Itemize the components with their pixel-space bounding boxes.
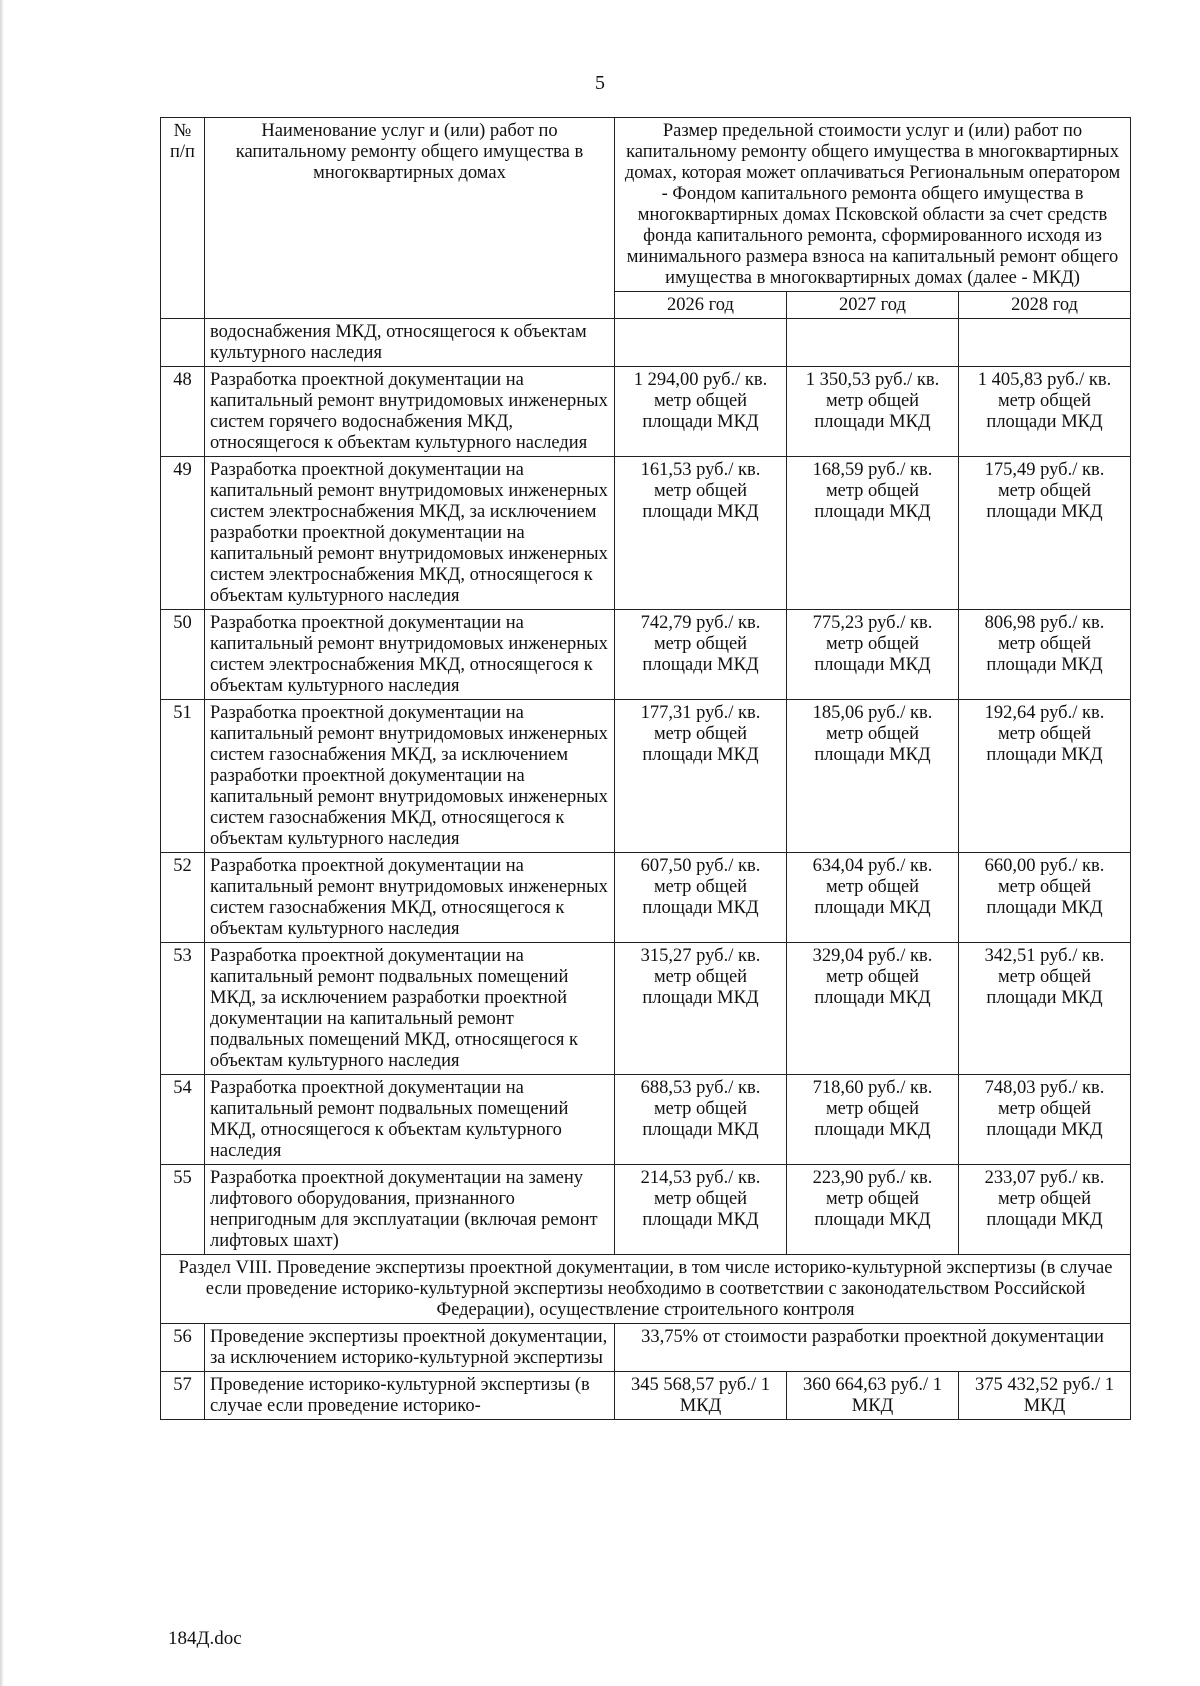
row-num (161, 319, 205, 367)
row-num: 55 (161, 1165, 205, 1255)
row-name: Разработка проектной документации на капитальный ремонт внутридомовых инженерных систем газоснабжения МКД, за исключением разработки проектной документации на капитальный ремонт внутридомовых инженерных систем газоснабжения МКД, относящегося к объектам культурного наследия (205, 700, 615, 853)
row-name: Разработка проектной документации на капитальный ремонт внутридомовых инженерных систем газоснабжения МКД, относящегося к объектам культурного наследия (205, 853, 615, 943)
row-num: 53 (161, 943, 205, 1075)
row-price-2027: 718,60 руб./ кв. метр общей площади МКД (787, 1075, 959, 1165)
row-price-2027: 185,06 руб./ кв. метр общей площади МКД (787, 700, 959, 853)
table-row (161, 1324, 1131, 1372)
row-price-2027: 168,59 руб./ кв. метр общей площади МКД (787, 457, 959, 610)
row-name: Разработка проектной документации на замену лифтового оборудования, признанного непригодным для эксплуатации (включая ремонт лифтовых шахт) (205, 1165, 615, 1255)
row-price-2028: 342,51 руб./ кв. метр общей площади МКД (959, 943, 1131, 1075)
row-price-2028: 233,07 руб./ кв. метр общей площади МКД (959, 1165, 1131, 1255)
row-num: 52 (161, 853, 205, 943)
page-number: 5 (595, 72, 605, 94)
row-price-2027: 360 664,63 руб./ 1 МКД (787, 1372, 959, 1420)
row-price-2027: 1 350,53 руб./ кв. метр общей площади МКД (787, 367, 959, 457)
row-price-2027: 223,90 руб./ кв. метр общей площади МКД (787, 1165, 959, 1255)
row-price-2028: 660,00 руб./ кв. метр общей площади МКД (959, 853, 1131, 943)
row-price-2028: 175,49 руб./ кв. метр общей площади МКД (959, 457, 1131, 610)
table-row (161, 943, 1131, 1075)
table-row (161, 457, 1131, 610)
table-row-continuation (161, 319, 1131, 367)
row-price-2028: 192,64 руб./ кв. метр общей площади МКД (959, 700, 1131, 853)
row-price-2028: 748,03 руб./ кв. метр общей площади МКД (959, 1075, 1131, 1165)
row-name: Проведение экспертизы проектной документации, за исключением историко-культурной экспертизы (205, 1324, 615, 1372)
row-name: Разработка проектной документации на капитальный ремонт внутридомовых инженерных систем горячего водоснабжения МКД, относящегося к объектам культурного наследия (205, 367, 615, 457)
table-row (161, 1165, 1131, 1255)
row-price-2026: 607,50 руб./ кв. метр общей площади МКД (615, 853, 787, 943)
row-name: Разработка проектной документации на капитальный ремонт внутридомовых инженерных систем электроснабжения МКД, за исключением разработки проектной документации на капитальный ремонт внутридомовых инженерных систем электроснабжения МКД, относящегося к объектам культурного наследия (205, 457, 615, 610)
row-name: Проведение историко-культурной экспертизы (в случае если проведение историко- (205, 1372, 615, 1420)
row-name: Разработка проектной документации на капитальный ремонт подвальных помещений МКД, за исключением разработки проектной документации на капитальный ремонт подвальных помещений МКД, относящегося к объектам культурного наследия (205, 943, 615, 1075)
row-num: 54 (161, 1075, 205, 1165)
cost-table (160, 117, 1131, 1420)
row-price-2028: 1 405,83 руб./ кв. метр общей площади МКД (959, 367, 1131, 457)
row-num: 48 (161, 367, 205, 457)
section-heading-row (161, 1255, 1131, 1324)
table-row (161, 367, 1131, 457)
header-price: Размер предельной стоимости услуг и (или) работ по капитальному ремонту общего имущества в многоквартирных домах, которая может оплачиваться Региональным оператором - Фондом капитального ремонта общего имущества в многоквартирных домах Псковской области за счет средств фонда капитального ремонта, сформированного исходя из минимального размера взноса на капитальный ремонт общего имущества в многоквартирных домах (далее - МКД) (615, 118, 1131, 292)
table-row (161, 1075, 1131, 1165)
scan-edge (0, 0, 4, 1686)
row-price-2027: 329,04 руб./ кв. метр общей площади МКД (787, 943, 959, 1075)
row-price-2026: 345 568,57 руб./ 1 МКД (615, 1372, 787, 1420)
row-price-2028: 806,98 руб./ кв. метр общей площади МКД (959, 610, 1131, 700)
footer-filename: 184Д.doc (168, 1628, 242, 1649)
row-price-2026: 315,27 руб./ кв. метр общей площади МКД (615, 943, 787, 1075)
row-price-2026: 742,79 руб./ кв. метр общей площади МКД (615, 610, 787, 700)
section-viii-heading: Раздел VIII. Проведение экспертизы проектной документации, в том числе историко-культурной экспертизы (в случае если проведение историко-культурной экспертизы необходимо в соответствии с законодательством Российской Федерации), осуществление строительного контроля (161, 1255, 1131, 1324)
row-price-2027: 634,04 руб./ кв. метр общей площади МКД (787, 853, 959, 943)
row-price-2026: 161,53 руб./ кв. метр общей площади МКД (615, 457, 787, 610)
row-price-2026: 214,53 руб./ кв. метр общей площади МКД (615, 1165, 787, 1255)
header-name: Наименование услуг и (или) работ по капитальному ремонту общего имущества в многоквартирных домах (205, 118, 615, 319)
header-num: № п/п (161, 118, 205, 319)
row-num: 56 (161, 1324, 205, 1372)
row-num: 57 (161, 1372, 205, 1420)
row-num: 49 (161, 457, 205, 610)
table-header-row (161, 118, 1131, 292)
header-year-2026: 2026 год (615, 292, 787, 319)
row-num: 50 (161, 610, 205, 700)
row-price-merged: 33,75% от стоимости разработки проектной документации (615, 1324, 1131, 1372)
row-price-2028: 375 432,52 руб./ 1 МКД (959, 1372, 1131, 1420)
table-row (161, 700, 1131, 853)
row-name: Разработка проектной документации на капитальный ремонт подвальных помещений МКД, относящегося к объектам культурного наследия (205, 1075, 615, 1165)
row-name: водоснабжения МКД, относящегося к объектам культурного наследия (205, 319, 615, 367)
table-row (161, 853, 1131, 943)
row-price-2026: 1 294,00 руб./ кв. метр общей площади МКД (615, 367, 787, 457)
header-year-2028: 2028 год (959, 292, 1131, 319)
row-name: Разработка проектной документации на капитальный ремонт внутридомовых инженерных систем электроснабжения МКД, относящегося к объектам культурного наследия (205, 610, 615, 700)
row-num: 51 (161, 700, 205, 853)
row-price-2026: 688,53 руб./ кв. метр общей площади МКД (615, 1075, 787, 1165)
row-price-2027: 775,23 руб./ кв. метр общей площади МКД (787, 610, 959, 700)
table-row (161, 610, 1131, 700)
header-year-2027: 2027 год (787, 292, 959, 319)
row-price-2026: 177,31 руб./ кв. метр общей площади МКД (615, 700, 787, 853)
table-row (161, 1372, 1131, 1420)
